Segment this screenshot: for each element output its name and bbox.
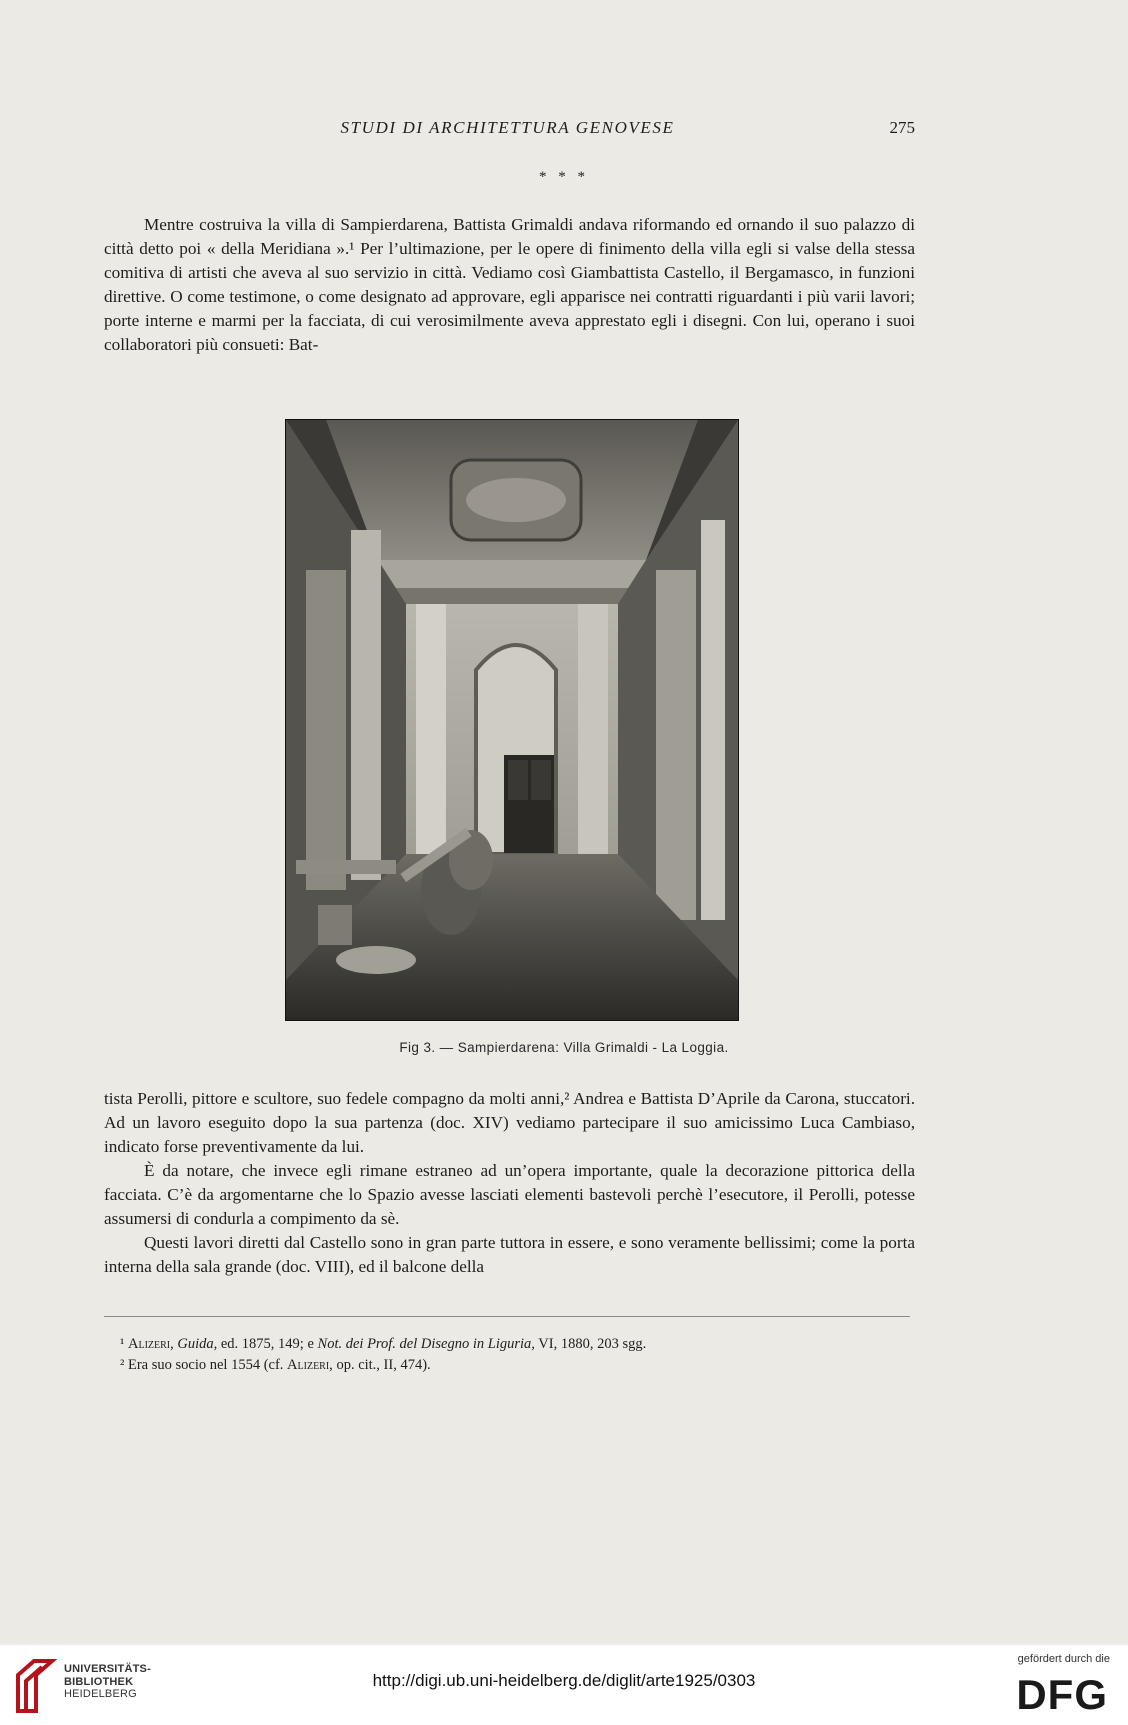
paragraph: È da notare, che invece egli rimane estraneo ad un’opera importante, quale la decorazione pittorica della facciata. C’è da argomentarne che lo Spazio avesse lasciati elementi bastevoli perchè l’esecutore, il Perolli, potesse assumersi di condurla a compimento da sè. (104, 1161, 915, 1228)
footnote-title: Guida, (177, 1336, 218, 1352)
body-text-top (104, 213, 915, 357)
paragraph: Mentre costruiva la villa di Sampierdarena, Battista Grimaldi andava riformando ed ornando il suo palazzo di città detto poi « della Meridiana ».¹ Per l’ultimazione, per le opere di finimento della villa egli si valse della stessa comitiva di artisti che aveva al suo servizio in città. Vediamo così Giambattista Castello, il Bergamasco, in funzioni direttive. O come testimone, o come designato ad approvare, egli apparisce nei contratti riguardanti i più varii lavori; porte interne e marmi per la facciata, di cui verosimilmente aveva apprestato egli i disegni. Con lui, operano i suoi collaboratori più consueti: Bat- (104, 215, 915, 354)
running-head (100, 114, 915, 144)
paragraph: Questi lavori diretti dal Castello sono in gran parte tuttora in essere, e sono veramente bellissimi; come la porta interna della sala grande (doc. VIII), ed il balcone della (104, 1233, 915, 1276)
page-number: 275 (889, 118, 915, 137)
footnote-author: Alizeri, (127, 1336, 174, 1352)
library-line: UNIVERSITÄTS- (64, 1663, 151, 1675)
library-line: BIBLIOTHEK (64, 1675, 134, 1688)
footnote-mark: ¹ (120, 1336, 125, 1352)
permalink-url[interactable]: http://digi.ub.uni-heidelberg.de/diglit/arte1925/0303 (372, 1671, 756, 1690)
footnotes (104, 1334, 915, 1376)
viewer-footer (0, 1645, 1128, 1725)
footnote-1 (104, 1334, 915, 1355)
footnote-author: Alizeri, (287, 1357, 333, 1373)
running-title: STUDI DI ARCHITETTURA GENOVESE (340, 118, 675, 137)
footnote-mark: ² (120, 1357, 125, 1373)
figure-photo (285, 419, 739, 1021)
footnote-title: Not. dei Prof. del Disegno in Liguria, (317, 1336, 535, 1352)
section-divider: * * * (539, 169, 589, 185)
paragraph: tista Perolli, pittore e scultore, suo fedele compagno da molti anni,² Andrea e Battista D’Aprile da Carona, stuccatori. Ad un lavoro eseguito dopo la sua partenza (doc. XIV) vediamo partecipare il suo amicissimo Luca Cambiaso, indicato forse preventivamente da lui. (104, 1089, 915, 1156)
footnote-text: ed. 1875, 149; e (217, 1336, 318, 1352)
footnote-text: VI, 1880, 203 sgg. (534, 1336, 647, 1352)
body-text-bottom (104, 1087, 915, 1279)
figure-caption: Fig 3. — Sampierdarena: Villa Grimaldi - La Loggia. (399, 1040, 729, 1055)
footnote-text: Era suo socio nel 1554 (cf. (124, 1357, 288, 1373)
funded-by-label: gefördert durch die (1017, 1653, 1110, 1665)
dfg-logo: DFG (1016, 1671, 1108, 1718)
library-line: HEIDELBERG (64, 1688, 137, 1700)
footnote-text: op. cit., II, 474). (332, 1357, 431, 1373)
footnote-2 (104, 1355, 915, 1376)
loggia-photo-illustration (286, 420, 738, 1020)
footnote-separator (104, 1316, 910, 1317)
